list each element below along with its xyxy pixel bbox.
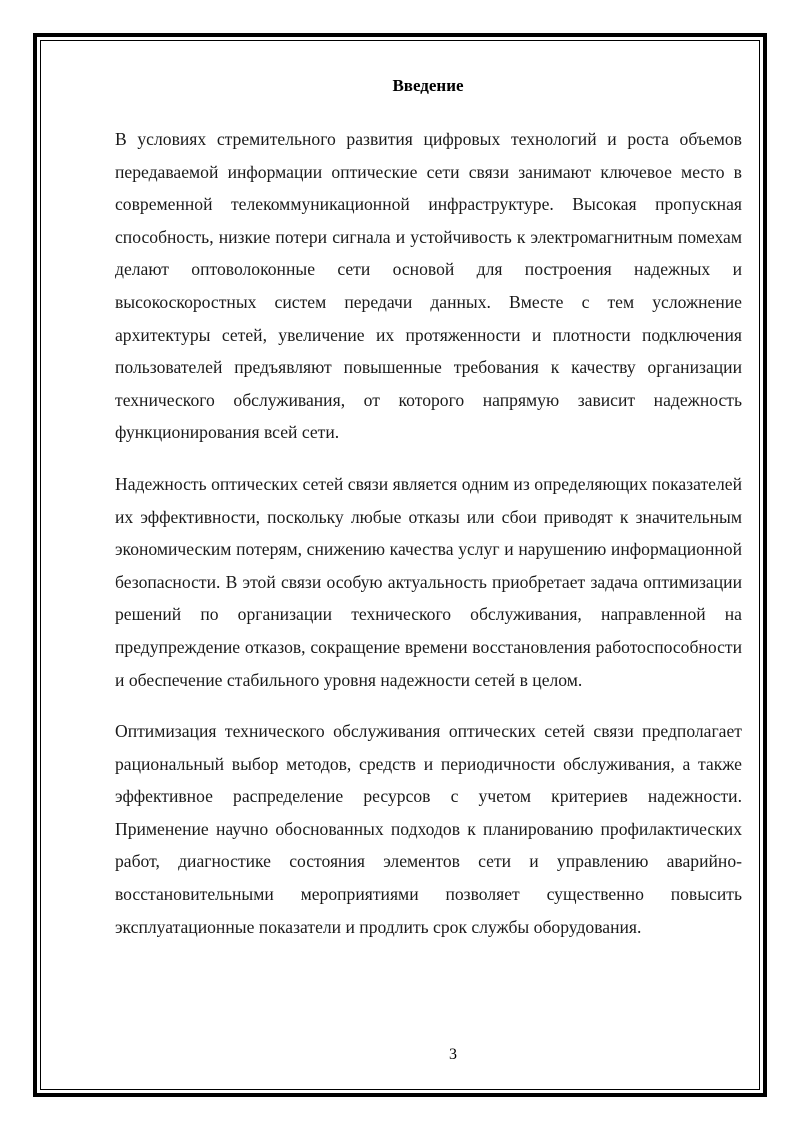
page-number: 3: [449, 1046, 457, 1063]
paragraph: Надежность оптических сетей связи является одним из определяющих показателей их эффективности, поскольку любые отказы или сбои приводят к значительным экономическим потерям, снижению качества услуг и нарушению информационной безопасности. В этой связи особую актуальность приобретает задача оптимизации решений по организации технического обслуживания, направленной на предупреждение отказов, сокращение времени восстановления работоспособности и обеспечение стабильного уровня надежности сетей в целом.: [115, 473, 742, 690]
page-title: Введение: [392, 76, 464, 95]
body-text: [115, 123, 742, 962]
paragraph: Оптимизация технического обслуживания оптических сетей связи предполагает рациональный выбор методов, средств и периодичности обслуживания, а также эффективное распределение ресурсов с учетом критериев надежности. Применение научно обоснованных подходов к планированию профилактических работ, диагностике состояния элементов сети и управлению аварийно-восстановительными мероприятиями позволяет существенно повысить эксплуатационные показатели и продлить срок службы оборудования.: [115, 721, 742, 937]
paragraph: В условиях стремительного развития цифровых технологий и роста объемов передаваемой информации оптические сети связи занимают ключевое место в современной телекоммуникационной инфраструктуре. Высокая пропускная способность, низкие потери сигнала и устойчивость к электромагнитным помехам делают оптоволоконные сети основой для построения надежных и высокоскоростных систем передачи данных. Вместе с тем усложнение архитектуры сетей, увеличение их протяженности и плотности подключения пользователей предъявляют повышенные требования к качеству организации технического обслуживания, от которого напрямую зависит надежность функционирования всей сети.: [115, 129, 742, 443]
